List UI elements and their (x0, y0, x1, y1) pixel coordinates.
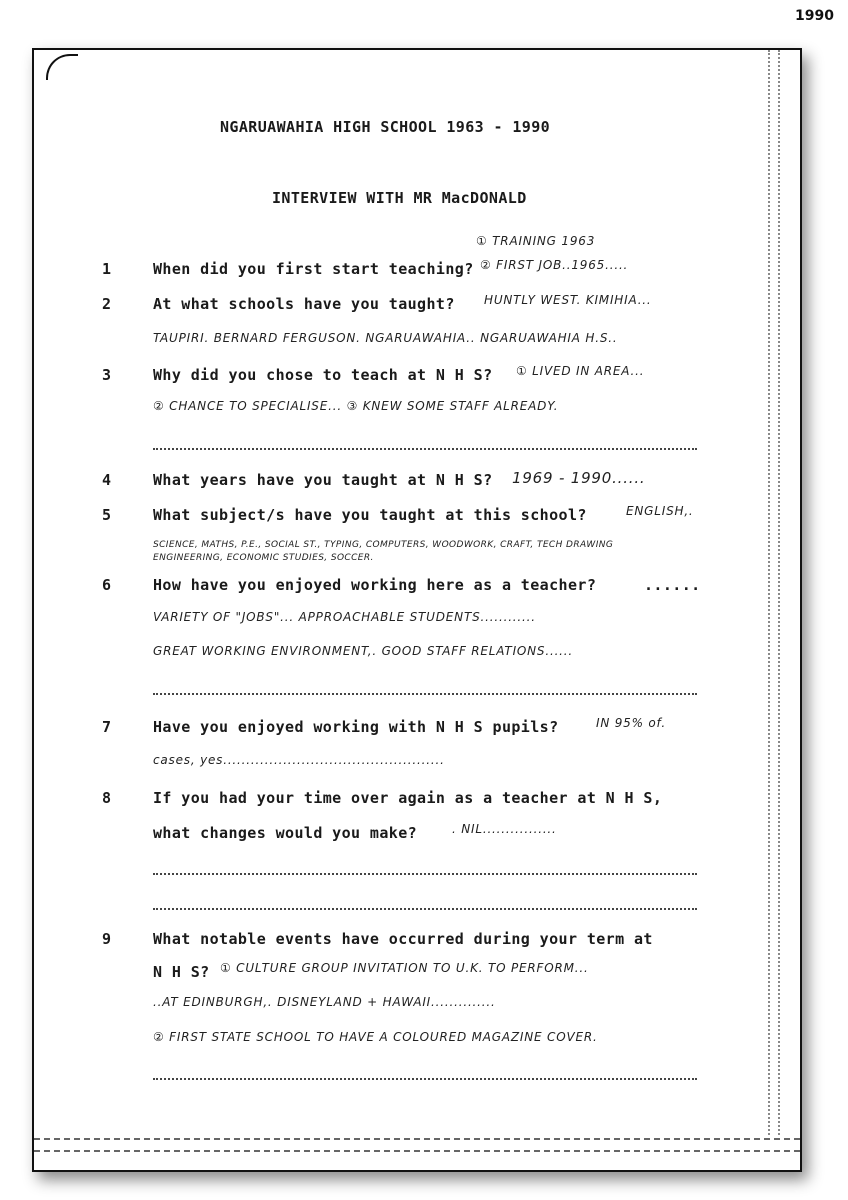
question-number: 2 (102, 295, 112, 313)
scanned-document-page (32, 48, 802, 1172)
question-text: What subject/s have you taught at this school? (153, 506, 587, 524)
question-number: 1 (102, 260, 112, 278)
bottom-perforation-edge (34, 1138, 800, 1152)
handwritten-answer: SCIENCE, MATHS, P.E., SOCIAL ST., TYPING, COMPUTERS, WOODWORK, CRAFT, TECH DRAWING (153, 540, 614, 550)
blank-answer-line (153, 1078, 697, 1080)
question-number: 8 (102, 789, 112, 807)
right-perforation-edge (768, 50, 780, 1135)
question-number: 3 (102, 366, 112, 384)
question-text: What notable events have occurred during your term at (153, 930, 653, 948)
question-number: 9 (102, 930, 112, 948)
handwritten-answer: 1969 - 1990...... (512, 469, 646, 487)
question-number: 6 (102, 576, 112, 594)
question-text: What years have you taught at N H S? (153, 471, 493, 489)
handwritten-answer: ② FIRST STATE SCHOOL TO HAVE A COLOURED MAGAZINE COVER. (153, 1030, 598, 1044)
question-text-continuation: ...... (644, 576, 701, 594)
blank-answer-line (153, 908, 697, 910)
handwritten-answer: TAUPIRI. BERNARD FERGUSON. NGARUAWAHIA.. NGARUAWAHIA H.S.. (153, 331, 618, 345)
handwritten-answer: ② FIRST JOB..1965..... (480, 258, 629, 272)
question-text: At what schools have you taught? (153, 295, 455, 313)
question-text: Have you enjoyed working with N H S pupils? (153, 718, 559, 736)
question-text: Why did you chose to teach at N H S? (153, 366, 493, 384)
handwritten-answer: cases, yes................................................ (153, 753, 445, 767)
handwritten-answer: . NIL................ (452, 822, 557, 836)
document-heading: NGARUAWAHIA HIGH SCHOOL 1963 - 1990 (220, 118, 551, 136)
handwritten-answer: ..AT EDINBURGH,. DISNEYLAND + HAWAII.............. (153, 995, 496, 1009)
handwritten-answer: ENGINEERING, ECONOMIC STUDIES, SOCCER. (153, 553, 374, 563)
question-number: 4 (102, 471, 112, 489)
question-text: When did you first start teaching? (153, 260, 474, 278)
handwritten-answer: ② CHANCE TO SPECIALISE... ③ KNEW SOME STAFF ALREADY. (153, 399, 559, 413)
blank-answer-line (153, 693, 697, 695)
handwritten-answer: VARIETY OF "JOBS"... APPROACHABLE STUDENTS............ (153, 610, 536, 624)
question-text: N H S? (153, 963, 210, 981)
handwritten-answer: IN 95% of. (596, 716, 666, 730)
question-text: How have you enjoyed working here as a teacher? (153, 576, 597, 594)
handwritten-answer: ① TRAINING 1963 (476, 234, 596, 248)
question-text: what changes would you make? (153, 824, 418, 842)
question-number: 5 (102, 506, 112, 524)
corner-curl-mark (46, 54, 78, 80)
handwritten-answer: GREAT WORKING ENVIRONMENT,. GOOD STAFF RELATIONS...... (153, 644, 574, 658)
document-subheading: INTERVIEW WITH MR MacDONALD (272, 189, 527, 207)
page-year-label: 1990 (795, 8, 834, 24)
handwritten-answer: HUNTLY WEST. KIMIHIA... (484, 293, 652, 307)
blank-answer-line (153, 448, 697, 450)
handwritten-answer: ① LIVED IN AREA... (516, 364, 645, 378)
blank-answer-line (153, 873, 697, 875)
question-number: 7 (102, 718, 112, 736)
question-text: If you had your time over again as a teacher at N H S, (153, 789, 663, 807)
handwritten-answer: ENGLISH,. (626, 504, 694, 518)
handwritten-answer: ① CULTURE GROUP INVITATION TO U.K. TO PERFORM... (220, 961, 589, 975)
